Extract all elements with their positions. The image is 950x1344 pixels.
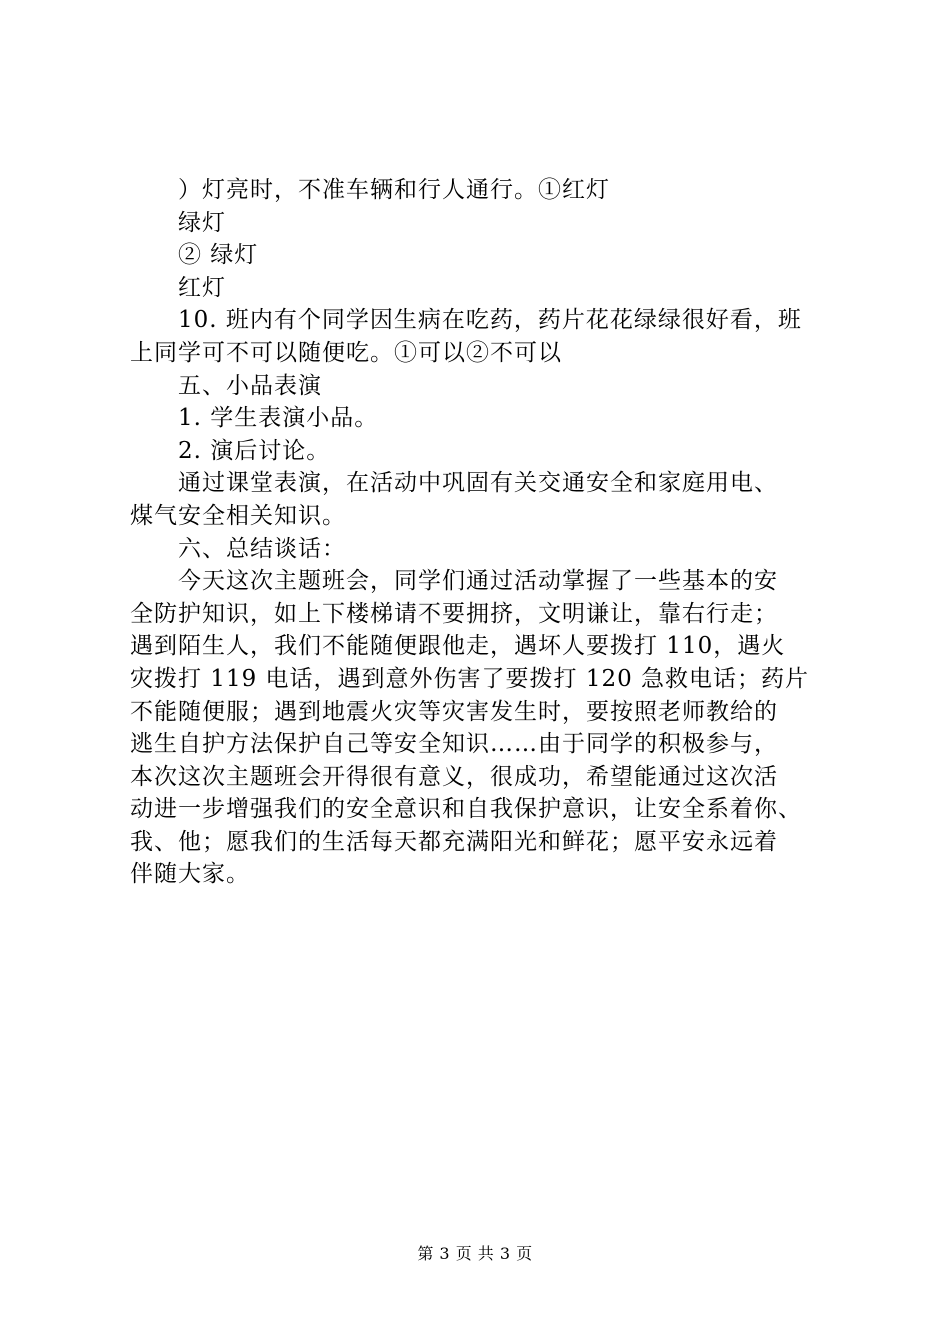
text-line: 上同学可不可以随便吃。①可以②不可以 — [130, 339, 562, 366]
text-line: 遇到陌生人，我们不能随便跟他走，遇坏人要拨打 110，遇火 — [130, 633, 786, 660]
text-line: 动进一步增强我们的安全意识和自我保护意识，让安全系着你、 — [130, 796, 802, 823]
text-line: 通过课堂表演，在活动中巩固有关交通安全和家庭用电、 — [178, 470, 778, 497]
text-line: 10. 班内有个同学因生病在吃药，药片花花绿绿很好看，班 — [178, 307, 802, 334]
document-body — [130, 174, 830, 891]
text-line: 不能随便服；遇到地震火灾等灾害发生时，要按照老师教给的 — [130, 698, 778, 725]
text-line: 2. 演后讨论。 — [178, 437, 331, 464]
text-line: 今天这次主题班会，同学们通过活动掌握了一些基本的安 — [178, 568, 778, 595]
text-line: 绿灯 — [178, 209, 226, 236]
text-line: 五、小品表演 — [178, 372, 322, 399]
text-line: 灾拨打 119 电话，遇到意外伤害了要拨打 120 急救电话；药片 — [130, 665, 810, 692]
text-line: 红灯 — [178, 274, 226, 301]
text-line: 1. 学生表演小品。 — [178, 405, 379, 432]
text-line: 全防护知识，如上下楼梯请不要拥挤，文明谦让，靠右行走； — [130, 600, 778, 627]
text-line: 逃生自护方法保护自己等安全知识……由于同学的积极参与， — [130, 731, 778, 758]
text-line: 本次这次主题班会开得很有意义，很成功，希望能通过这次活 — [130, 763, 778, 790]
text-line: ② 绿灯 — [178, 242, 259, 269]
page-footer: 第 3 页 共 3 页 — [417, 1244, 533, 1263]
text-line: 六、总结谈话： — [178, 535, 346, 562]
text-line: 我、他；愿我们的生活每天都充满阳光和鲜花；愿平安永远着 — [130, 828, 778, 855]
text-line: 伴随大家。 — [130, 861, 250, 888]
text-line: 煤气安全相关知识。 — [130, 502, 346, 529]
text-line: ）灯亮时，不准车辆和行人通行。①红灯 — [178, 177, 610, 203]
